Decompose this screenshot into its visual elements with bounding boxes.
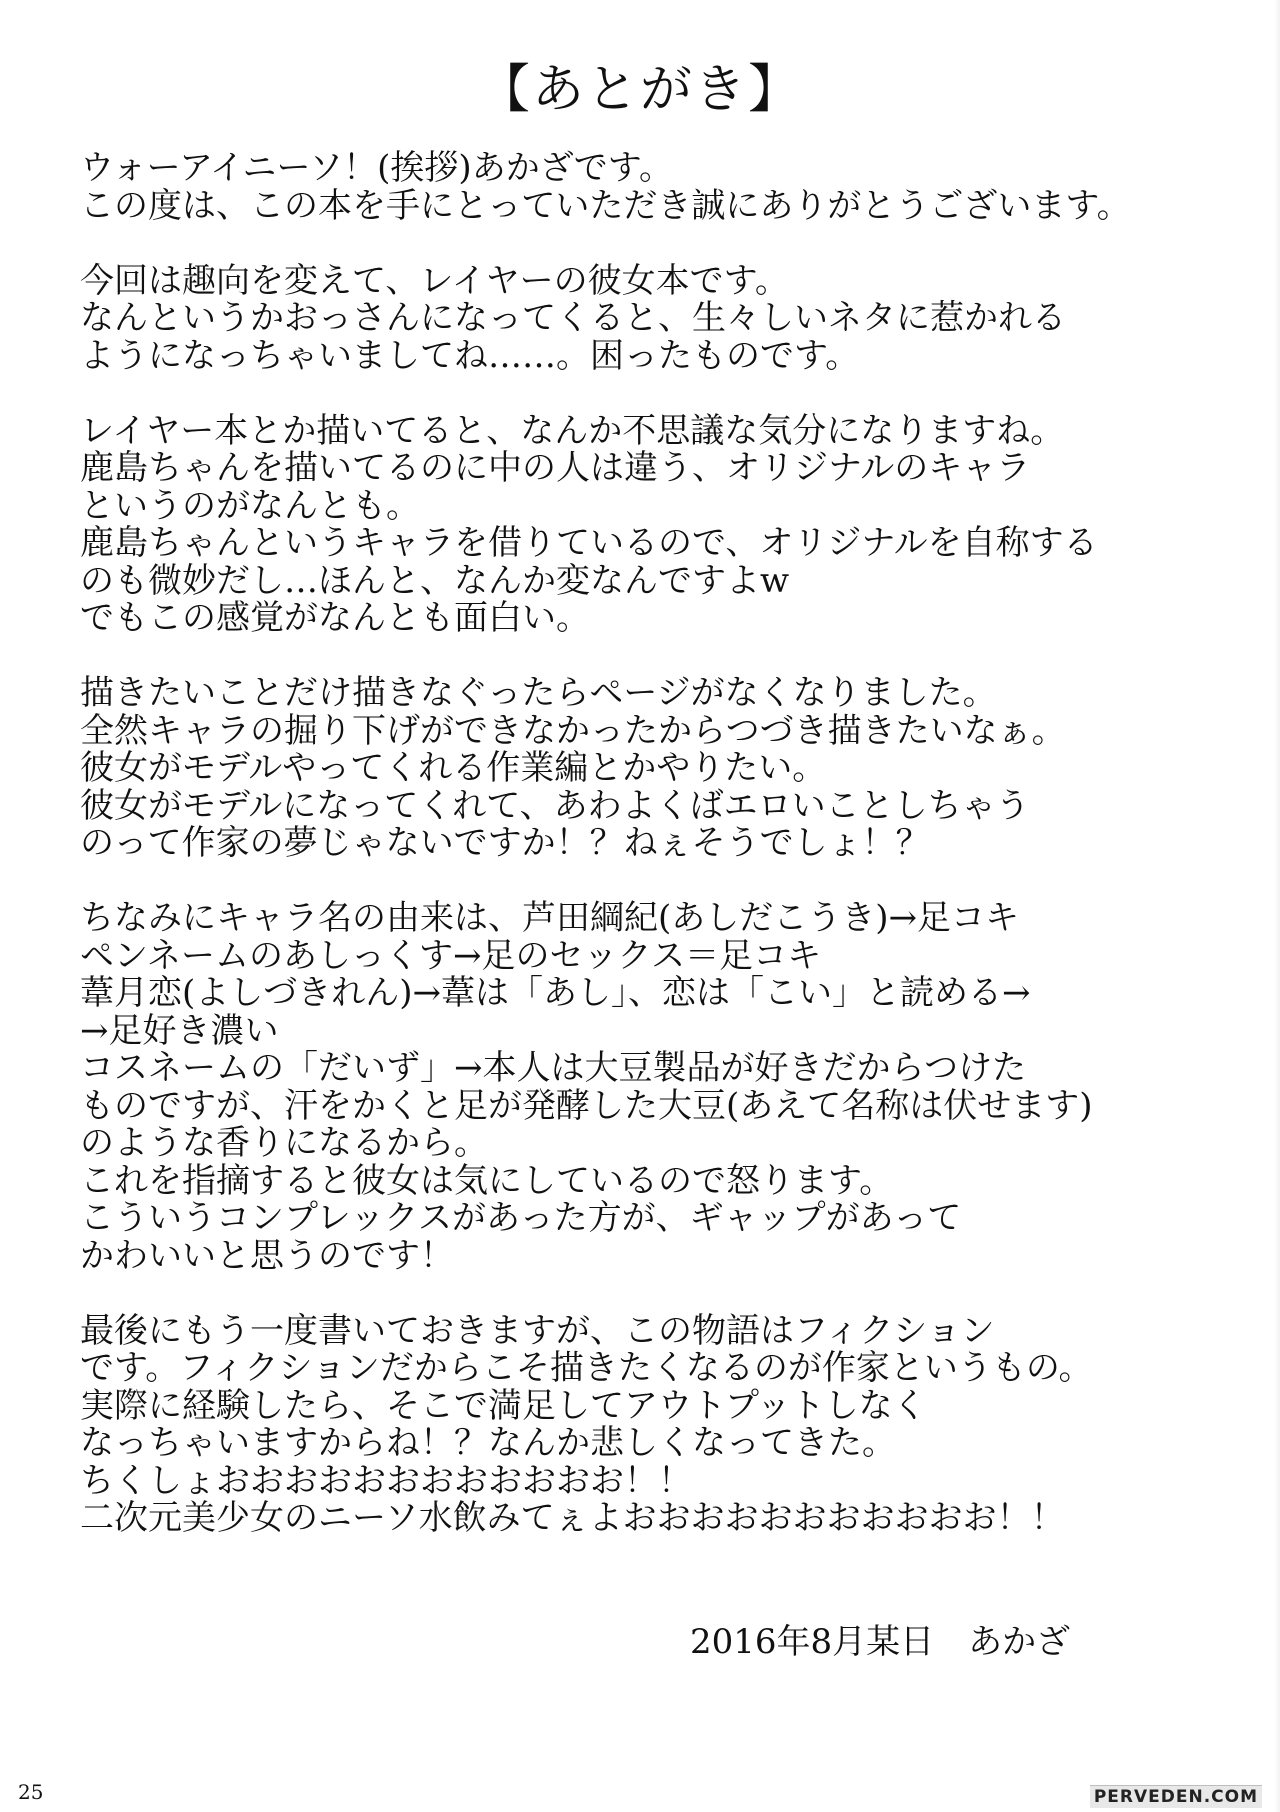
page-number: 25: [18, 1780, 44, 1804]
text-line: ちくしょおおおおおおおおおおおお！！: [80, 1460, 692, 1501]
text-line: 彼女がモデルになってくれて、あわよくばエロいことしちゃう: [80, 785, 1030, 826]
text-line: この度は、この本を手にとっていただき誠にありがとうございます。: [80, 185, 1131, 226]
paragraph-closing: [80, 1310, 1260, 1538]
watermark-logo: PERVEDEN.COM: [1090, 1785, 1262, 1808]
text-line: 今回は趣向を変えて、レイヤーの彼女本です。: [80, 260, 789, 301]
text-line: レイヤー本とか描いてると、なんか不思議な気分になりますね。: [80, 410, 1065, 451]
text-line: なっちゃいますからね！？なんか悲しくなってきた。: [80, 1423, 896, 1463]
paragraph-sequel: [80, 675, 1260, 863]
text-line: ウォーアイニーソ！(挨拶)あかざです。: [80, 148, 673, 188]
text-line: ようになっちゃいましてね……。困ったものです。: [80, 335, 860, 376]
text-line: のって作家の夢じゃないですか！？ねぇそうでしょ！？: [80, 823, 930, 863]
text-line: 鹿島ちゃんを描いてるのに中の人は違う、オリジナルのキャラ: [80, 448, 1031, 488]
text-line: こういうコンプレックスがあった方が、ギャップがあって: [80, 1198, 962, 1238]
text-line: 葦月恋(よしづきれん)→葦は「あし」、恋は「こい」と読める→: [80, 973, 1031, 1013]
text-line: 全然キャラの掘り下げができなかったからつづき描きたいなぁ。: [80, 710, 1066, 751]
signature-date: 2016年8月某日 あかざ: [690, 1622, 1071, 1662]
text-line: 描きたいことだけ描きなぐったらページがなくなりました。: [80, 673, 997, 713]
text-line: です。フィクションだからこそ描きたくなるのが作家というもの。: [80, 1348, 1093, 1388]
text-line: というのがなんとも。: [80, 485, 420, 526]
text-line: なんというかおっさんになってくると、生々しいネタに惹かれる: [80, 298, 1066, 338]
text-line: ちなみにキャラ名の由来は、芦田綱紀(あしだこうき)→足コキ: [80, 898, 1020, 938]
scan-edge-shadow: [1274, 0, 1280, 1812]
text-line: コスネームの「だいず」→本人は大豆製品が好きだからつけた: [80, 1048, 1027, 1088]
page-title: 【あとがき】: [477, 60, 802, 120]
paragraph-cosplayer: [80, 410, 1260, 638]
paragraph-theme: [80, 260, 1260, 376]
text-line: 実際に経験したら、そこで満足してアウトプットしなく: [80, 1385, 927, 1426]
text-line: これを指摘すると彼女は気にしているので怒ります。: [80, 1160, 894, 1201]
text-line: かわいいと思うのです！: [80, 1235, 454, 1276]
afterword-body: [80, 150, 1260, 1575]
text-line: のも微妙だし…ほんと、なんか変なんですよw: [80, 560, 790, 601]
text-line: →足好き濃い: [80, 1010, 279, 1051]
text-line: 鹿島ちゃんというキャラを借りているので、オリジナルを自称する: [80, 523, 1098, 563]
text-line: 二次元美少女のニーソ水飲みてぇよおおおおおおおおおおお！！: [80, 1498, 1065, 1538]
text-line: ものですが、汗をかくと足が発酵した大豆(あえて名称は伏せます): [80, 1085, 1093, 1126]
text-line: のような香りになるから。: [80, 1123, 488, 1163]
paragraph-name-origins: [80, 900, 1260, 1275]
text-line: ペンネームのあしっくす→足のセックス＝足コキ: [80, 935, 822, 976]
text-line: 最後にもう一度書いておきますが、この物語はフィクション: [80, 1310, 995, 1351]
text-line: 彼女がモデルやってくれる作業編とかやりたい。: [80, 748, 827, 788]
paragraph-greeting: [80, 150, 1260, 225]
text-line: でもこの感覚がなんとも面白い。: [80, 598, 590, 638]
